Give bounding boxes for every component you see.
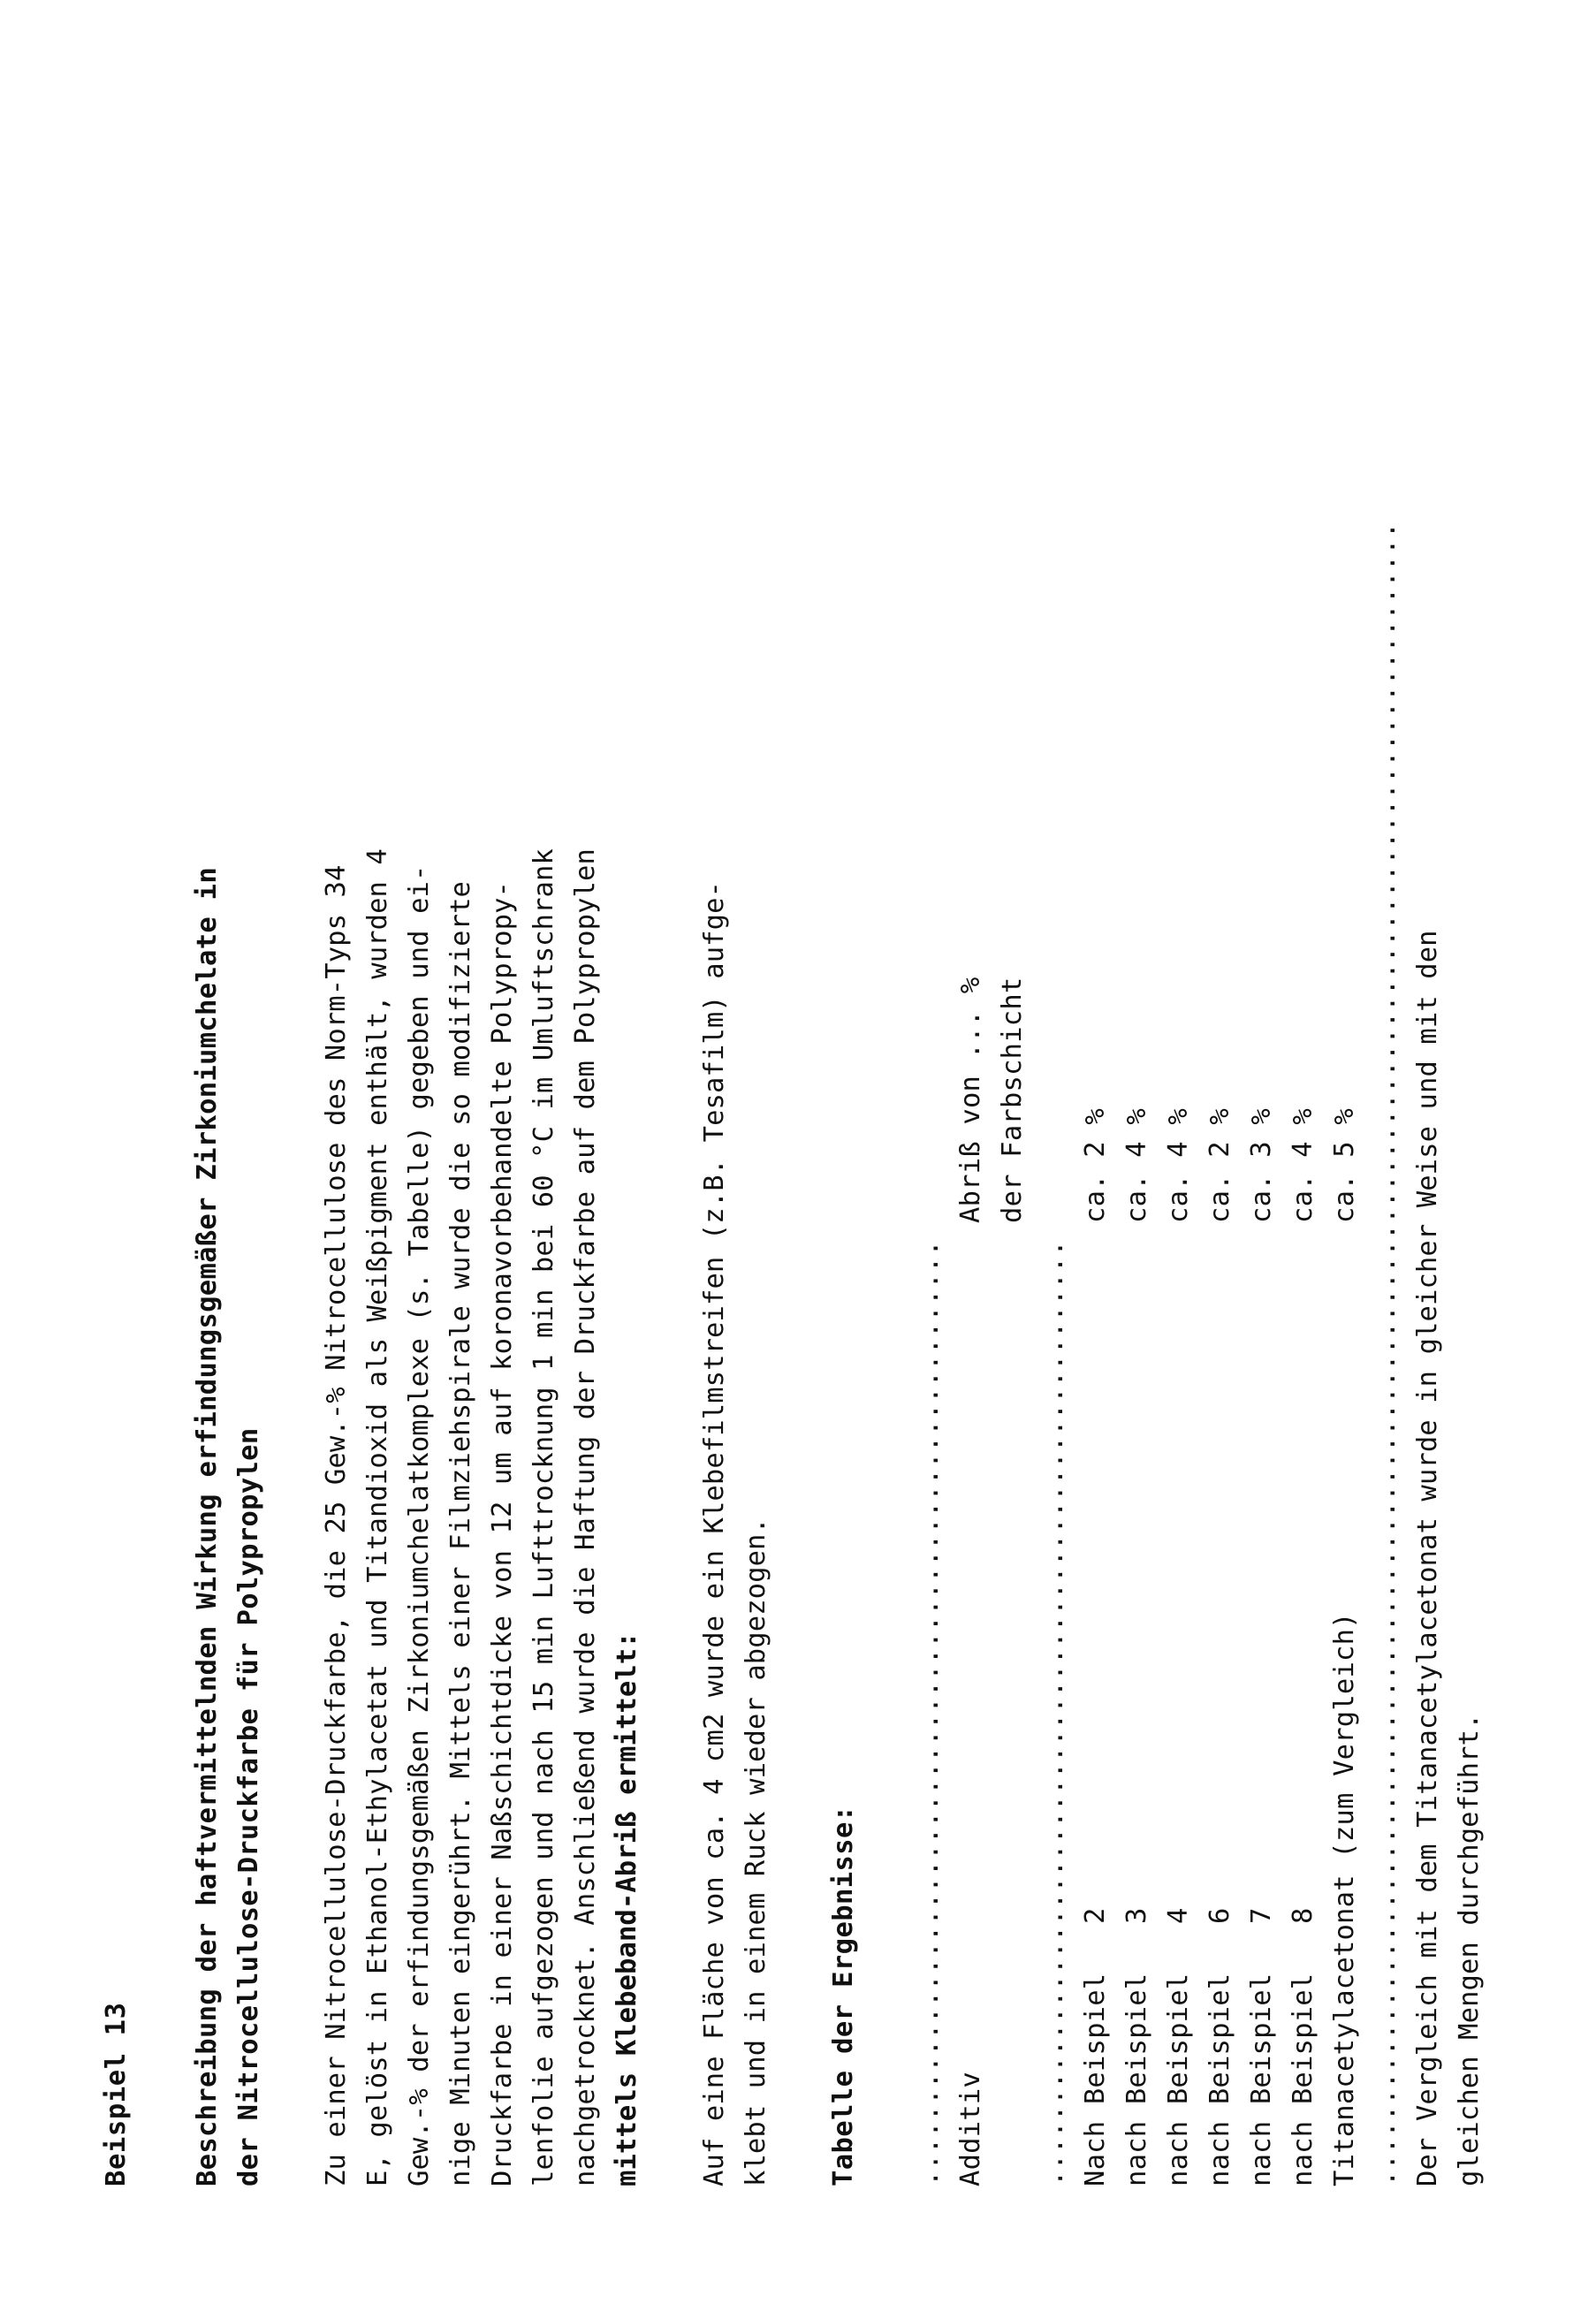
- header-abrieb-line-2: der Farbschicht: [997, 977, 1028, 1223]
- table-row: [1158, 604, 1199, 2186]
- header-spacer: [992, 1223, 1033, 2186]
- cell-abrieb: ca. 2 %: [1205, 1108, 1235, 1223]
- tape-test-paragraph: [694, 127, 777, 2186]
- table-row: [1199, 604, 1241, 2186]
- table-row: [1282, 604, 1324, 2186]
- table-rule-top: ..........................................................: [914, 1240, 945, 2186]
- body-line-2: E, gelöst in Ethanol-Ethylacetat und Titandioxid als Weißpigment enthält, wurden 4: [362, 848, 393, 2186]
- cell-abrieb: ca. 5 %: [1329, 1108, 1360, 1223]
- cell-abrieb: ca. 4 %: [1121, 1108, 1152, 1223]
- body-paragraph: [315, 127, 648, 2186]
- table-row: [1324, 604, 1365, 2186]
- table-header-row-2: [992, 604, 1033, 2186]
- footer-paragraph: [1407, 127, 1490, 2186]
- table-rule-bottom: ......................................................................................................: [1371, 521, 1402, 2186]
- table-rule-middle: ..........................................................: [1038, 1240, 1069, 2186]
- header-additiv: Additiv: [955, 2072, 986, 2186]
- cell-additiv: Nach Beispiel 2: [1080, 1907, 1111, 2186]
- subtitle-line-1: Beschreibung der haftvermittelnden Wirkung erfindungsgemäßer Zirkoniumchelate in: [192, 866, 223, 2186]
- cell-additiv: nach Beispiel 8: [1288, 1907, 1319, 2186]
- page-title: Beispiel 13: [101, 2002, 132, 2186]
- cell-abrieb: ca. 2 %: [1080, 1108, 1111, 1223]
- cell-additiv: nach Beispiel 7: [1246, 1907, 1277, 2186]
- tape-test-line-1: Auf eine Fläche von ca. 4 cm2 wurde ein Klebefilmstreifen (z.B. Tesafilm) aufge-: [699, 880, 730, 2186]
- table-row: [1116, 604, 1158, 2186]
- body-line-3: Gew.-% der erfindungsgemäßen Zirkoniumchelatkomplexe (s. Tabelle) gegeben und ei-: [404, 864, 435, 2186]
- subtitle-paragraph: [186, 127, 270, 2186]
- cell-additiv: nach Beispiel 3: [1121, 1907, 1152, 2186]
- cell-abrieb: ca. 4 %: [1288, 1108, 1319, 1223]
- body-line-5: Druckfarbe in einer Naßschichtdicke von 12 um auf koronavorbehandelte Polypropy-: [487, 880, 518, 2186]
- cell-additiv: nach Beispiel 6: [1205, 1907, 1235, 2186]
- table-header-row: [950, 604, 992, 2186]
- tape-test-line-2: klebt und in einem Ruck wieder abgezogen.: [741, 1517, 771, 2186]
- cell-additiv: nach Beispiel 4: [1163, 1907, 1194, 2186]
- subtitle-line-2: der Nitrocellulose-Druckfarbe für Polypropylen: [233, 1427, 264, 2186]
- cell-abrieb: ca. 3 %: [1246, 1108, 1277, 1223]
- body-line-6: lenfolie aufgezogen und nach 15 min Lufttrocknung 1 min bei 60 °C im Umluftschrank: [528, 848, 559, 2186]
- body-line-8: mittels Klebeband-Abriß ermittelt:: [612, 1631, 642, 2186]
- body-line-1: Zu einer Nitrocellulose-Druckfarbe, die 25 Gew.-% Nitrocellulose des Norm-Typs 34: [321, 864, 352, 2186]
- cell-abrieb: ca. 4 %: [1163, 1108, 1194, 1223]
- header-abrieb-line-1: Abriß von ... %: [955, 977, 986, 1223]
- results-table: [950, 604, 1033, 2186]
- table-row: [1075, 604, 1116, 2186]
- cell-additiv: Titanacetylacetonat (zum Vergleich): [1329, 1612, 1360, 2186]
- body-line-7: nachgetrocknet. Anschließend wurde die Haftung der Druckfarbe auf dem Polypropylen: [570, 848, 601, 2186]
- footer-line-2: gleichen Mengen durchgeführt.: [1454, 1713, 1485, 2186]
- body-line-4: nige Minuten eingerührt. Mittels einer Filmziehspirale wurde die so modifizierte: [445, 880, 476, 2186]
- results-heading: Tabelle der Ergebnisse:: [828, 1805, 859, 2186]
- table-row: [1241, 604, 1282, 2186]
- footer-line-1: Der Vergleich mit dem Titanacetylacetonat wurde in gleicher Weise und mit den: [1412, 930, 1443, 2186]
- document-body: [95, 127, 1536, 2186]
- results-table-body: [1075, 604, 1365, 2186]
